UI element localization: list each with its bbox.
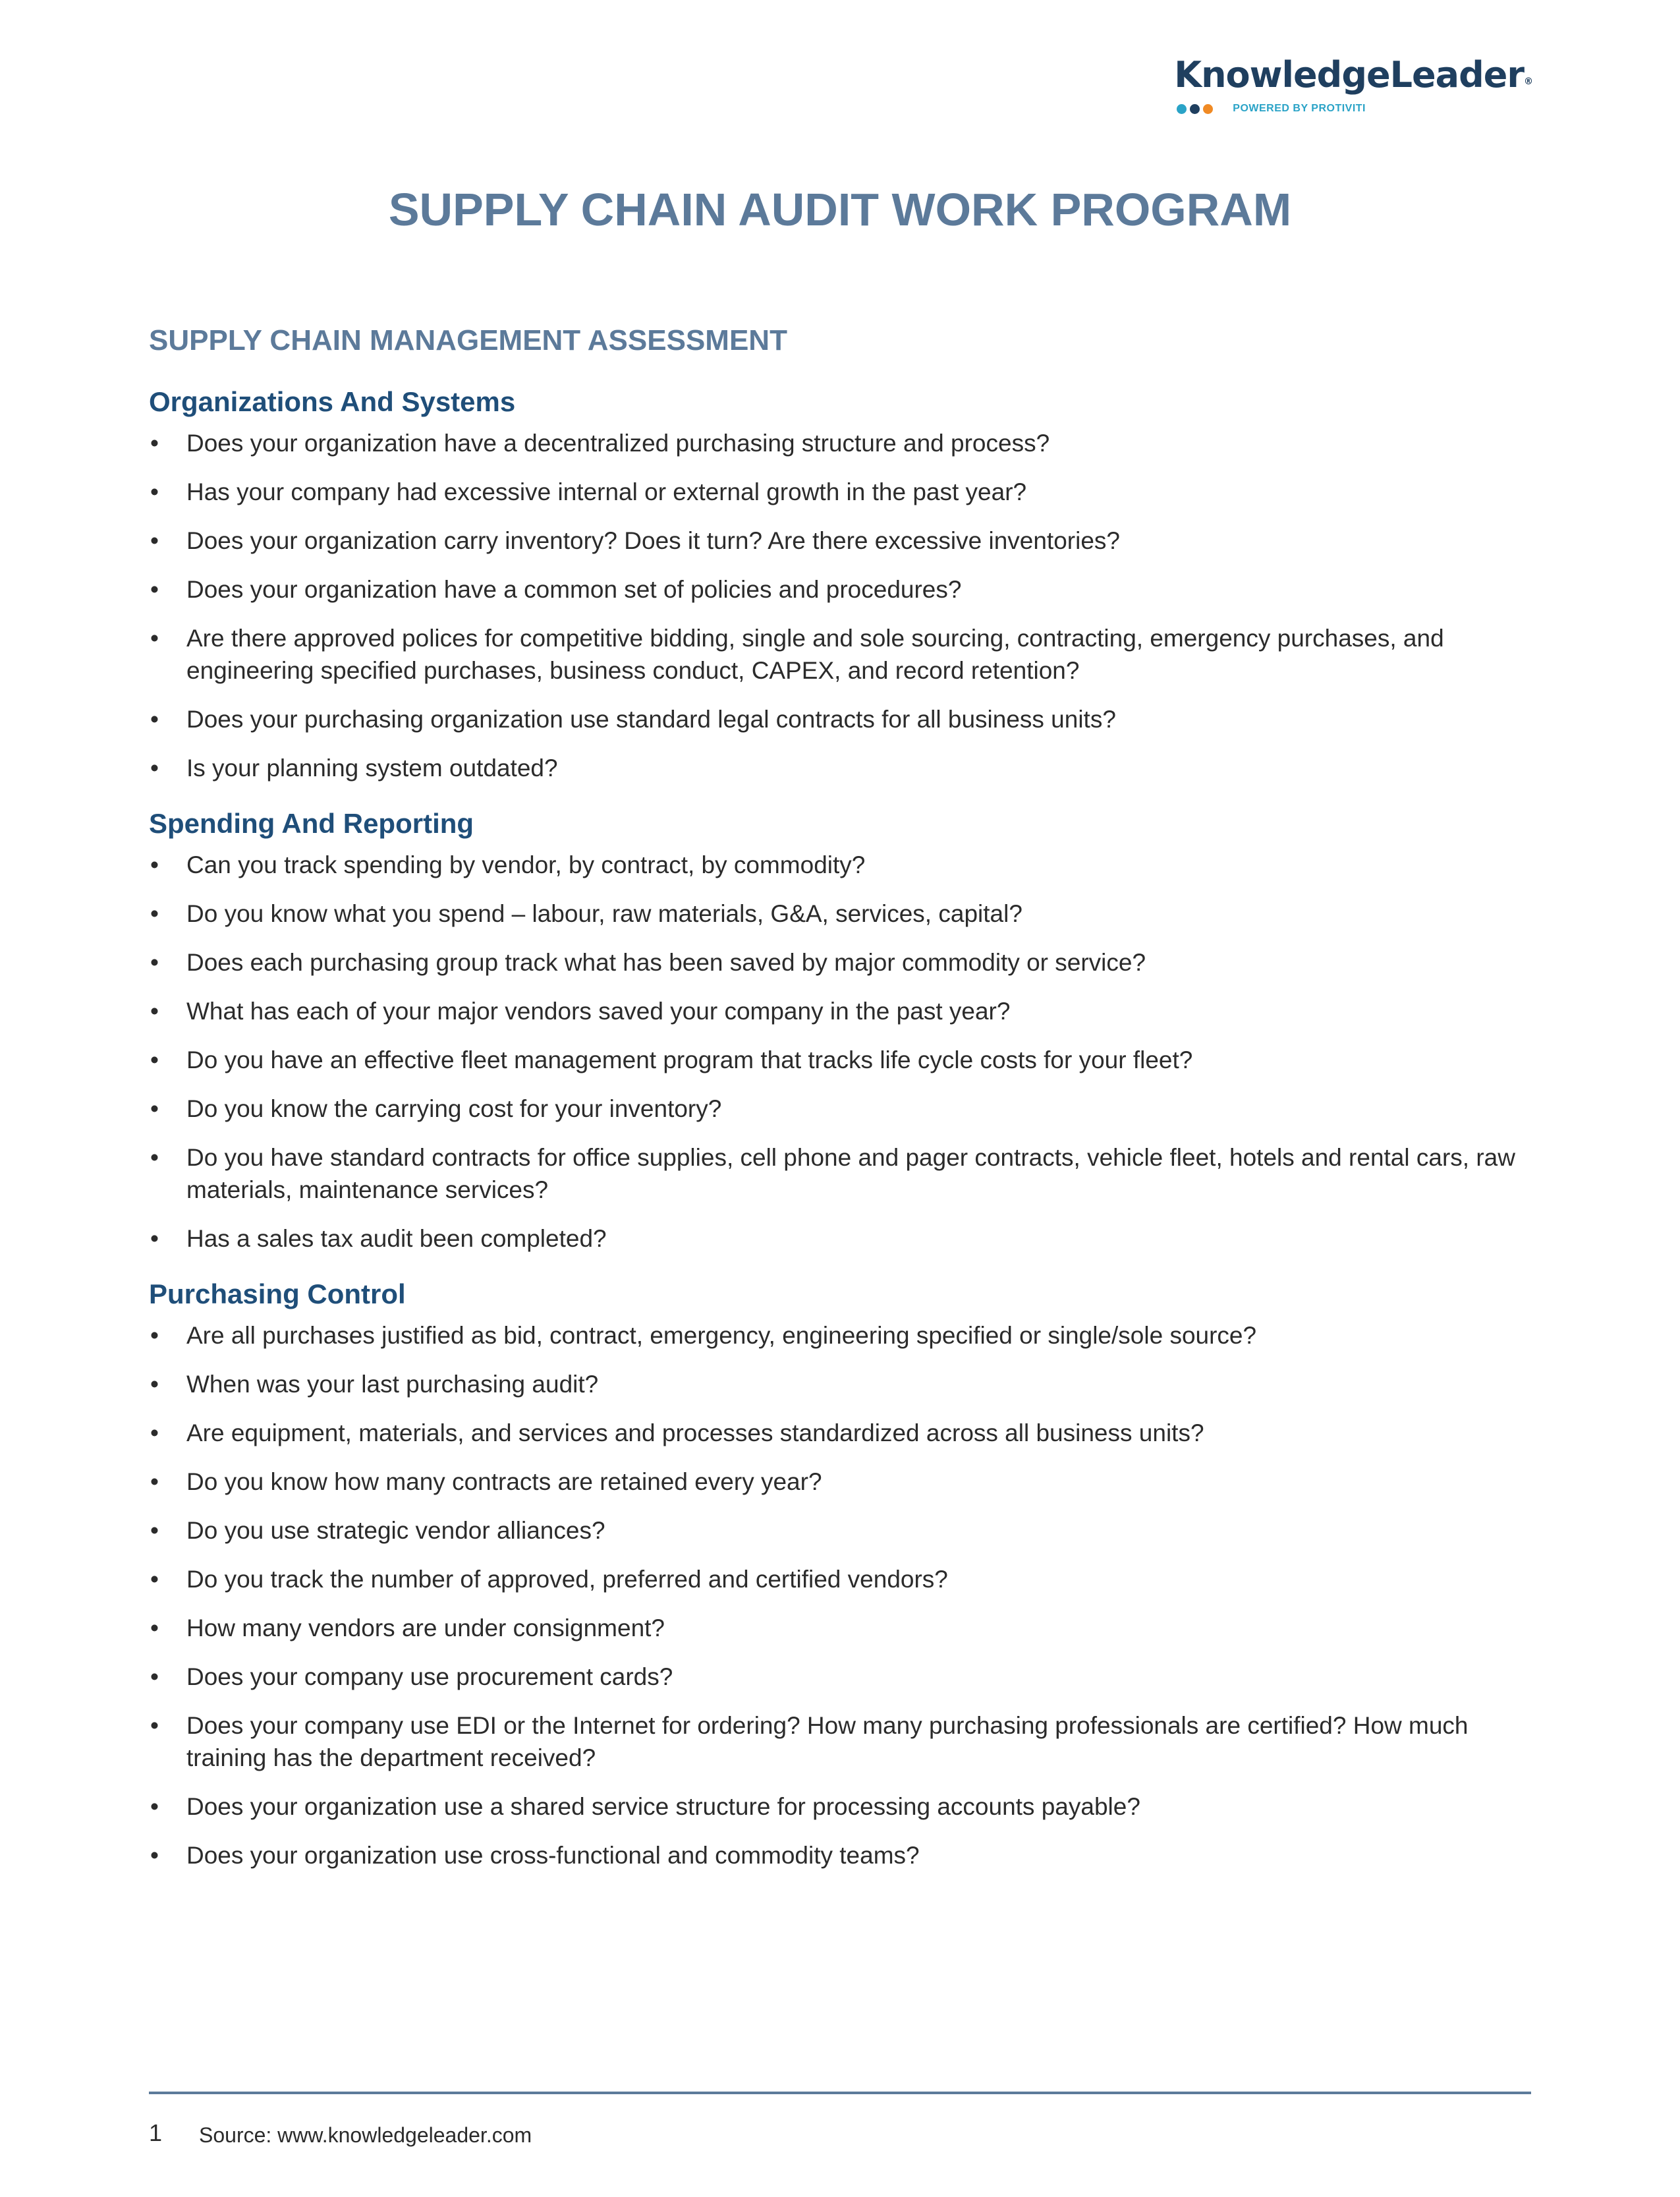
list-item-text: Do you track the number of approved, preferred and certified vendors? [186,1566,948,1593]
logo-wordmark: KnowledgeLeader® [1174,54,1532,96]
list-item [149,1612,1532,1644]
section-heading: Purchasing Control [149,1278,406,1309]
list-item-text: Does your company use EDI or the Internet for ordering? How many purchasing professionals are certified? How much training has the department received? [186,1712,1469,1771]
list-item-text: Has a sales tax audit been completed? [186,1225,607,1252]
bullet-icon: • [150,949,159,976]
list-item [149,1790,1532,1823]
list-item-text: Do you have standard contracts for office supplies, cell phone and pager contracts, vehicle fleet, hotels and rental cars, raw materials, maintenance services? [186,1144,1515,1203]
list-item-text: What has each of your major vendors saved your company in the past year? [186,998,1011,1025]
bullet-icon: • [150,1468,159,1495]
list-item [149,849,1532,881]
knowledgeleader-logo [1174,54,1532,115]
list-item-text: Does your organization carry inventory? Does it turn? Are there excessive inventories? [186,527,1120,554]
list-item [149,1368,1532,1400]
list-item-text: Does your organization have a common set of policies and procedures? [186,576,962,603]
bullet-icon: • [150,1712,159,1739]
page-number: 1 [149,2119,163,2146]
bullet-icon: • [150,1225,159,1252]
bullet-icon: • [150,1371,159,1398]
logo-tagline-row [1177,103,1532,115]
list-item-text: Is your planning system outdated? [186,755,558,782]
list-item [149,476,1532,508]
document-subtitle: SUPPLY CHAIN MANAGEMENT ASSESSMENT [149,324,787,357]
list-item [149,1661,1532,1693]
list-item-text: Can you track spending by vendor, by contract, by commodity? [186,851,866,878]
bullet-icon: • [150,1663,159,1690]
list-item [149,703,1532,735]
list-item [149,1563,1532,1595]
sections-container [149,385,1532,1871]
list-item [149,1093,1532,1125]
question-list [149,1319,1532,1871]
bullet-icon: • [150,1793,159,1820]
document-body [149,323,1532,1894]
list-item [149,1466,1532,1498]
section-heading: Organizations And Systems [149,386,516,417]
list-item-text: Does each purchasing group track what has been saved by major commodity or service? [186,949,1146,976]
list-item-text: Are equipment, materials, and services and processes standardized across all business units? [186,1419,1204,1446]
bullet-icon: • [150,625,159,652]
logo-tagline: POWERED BY PROTIVITI [1233,103,1366,114]
list-item-text: Do you know how many contracts are retained every year? [186,1468,822,1495]
list-item-text: Do you have an effective fleet management program that tracks life cycle costs for your fleet? [186,1046,1193,1073]
list-item [149,1222,1532,1255]
bullet-icon: • [150,1095,159,1122]
document-title: SUPPLY CHAIN AUDIT WORK PROGRAM [388,184,1292,235]
list-item [149,1141,1532,1206]
bullet-icon: • [150,430,159,457]
bullet-icon: • [150,1419,159,1446]
section-heading: Spending And Reporting [149,808,474,839]
bullet-icon: • [150,755,159,782]
logo-dot [1177,104,1187,114]
list-item [149,1514,1532,1547]
bullet-icon: • [150,527,159,554]
list-item [149,427,1532,459]
list-item-text: Does your organization use cross-functional and commodity teams? [186,1842,920,1869]
list-item-text: How many vendors are under consignment? [186,1614,665,1641]
logo-dot [1190,104,1200,114]
bullet-icon: • [150,706,159,733]
list-item [149,898,1532,930]
list-item [149,1709,1532,1774]
bullet-icon: • [150,998,159,1025]
list-item-text: Does your organization use a shared service structure for processing accounts payable? [186,1793,1140,1820]
bullet-icon: • [150,1566,159,1593]
list-item-text: Has your company had excessive internal or external growth in the past year? [186,478,1027,505]
list-item-text: Does your company use procurement cards? [186,1663,673,1690]
bullet-icon: • [150,900,159,927]
list-item-text: Do you know what you spend – labour, raw materials, G&A, services, capital? [186,900,1022,927]
bullet-icon: • [150,1144,159,1171]
logo-dots-icon [1177,104,1213,114]
bullet-icon: • [150,1842,159,1869]
logo-dot [1203,104,1213,114]
bullet-icon: • [150,851,159,878]
list-item [149,995,1532,1027]
list-item-text: Are all purchases justified as bid, contract, emergency, engineering specified or single/sole source? [186,1322,1257,1349]
bullet-icon: • [150,1322,159,1349]
list-item [149,1044,1532,1076]
bullet-icon: • [150,1046,159,1073]
list-item-text: Does your purchasing organization use standard legal contracts for all business units? [186,706,1116,733]
section [149,807,1532,1255]
section [149,1277,1532,1871]
list-item [149,525,1532,557]
list-item [149,1417,1532,1449]
list-item-text: When was your last purchasing audit? [186,1371,599,1398]
list-item-text: Are there approved polices for competitive bidding, single and sole sourcing, contracting, emergency purchases, and engineering specified purchases, business conduct, CAPEX, and record retention? [186,625,1444,684]
list-item-text: Does your organization have a decentralized purchasing structure and process? [186,430,1050,457]
list-item [149,1319,1532,1352]
bullet-icon: • [150,478,159,505]
question-list [149,849,1532,1255]
list-item [149,573,1532,606]
bullet-icon: • [150,1517,159,1544]
list-item [149,622,1532,687]
registered-mark: ® [1524,76,1532,87]
list-item-text: Do you know the carrying cost for your inventory? [186,1095,722,1122]
question-list [149,427,1532,784]
bullet-icon: • [150,1614,159,1641]
footer-divider [149,2092,1531,2094]
list-item [149,752,1532,784]
source-citation: Source: www.knowledgeleader.com [199,2123,532,2147]
section [149,385,1532,784]
list-item-text: Do you use strategic vendor alliances? [186,1517,605,1544]
bullet-icon: • [150,576,159,603]
list-item [149,946,1532,979]
list-item [149,1839,1532,1871]
